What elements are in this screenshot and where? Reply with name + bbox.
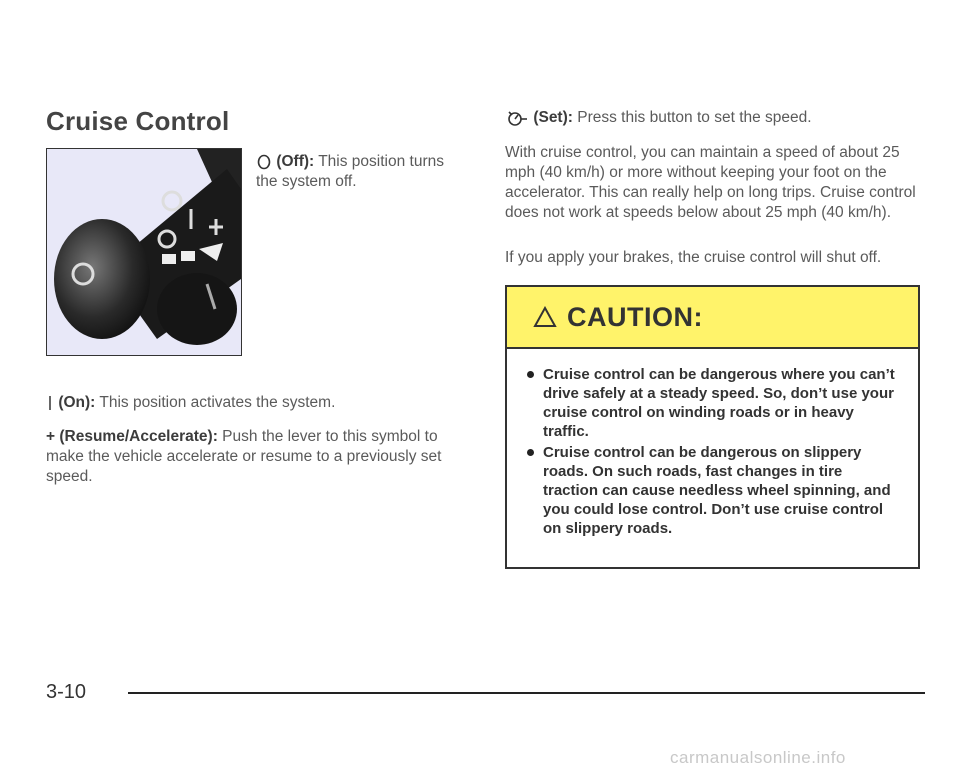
- footer-divider: [128, 692, 925, 694]
- set-description: [505, 108, 925, 128]
- caution-header: [507, 287, 918, 349]
- off-circle-icon: [256, 154, 272, 170]
- list-item: Cruise control can be dangerous where you can’t drive safely at a steady speed. So, don’t use your cruise control on winding roads or in heavy traffic.: [543, 365, 900, 441]
- off-label: (Off):: [276, 153, 315, 170]
- caution-box: [505, 285, 920, 569]
- caution-list: [507, 349, 918, 538]
- list-item: Cruise control can be dangerous on slippery roads. On such roads, fast changes in tire traction can cause needless wheel spinning, and you could lose control. Don’t use cruise control on slippery roads.: [543, 443, 900, 538]
- warning-triangle-icon: [533, 306, 557, 328]
- caution-heading: CAUTION:: [567, 301, 703, 332]
- resume-description: [46, 427, 466, 487]
- page-number: 3-10: [46, 681, 87, 703]
- section-title: Cruise Control: [46, 106, 230, 136]
- resume-text: Push the lever to this symbol to make the vehicle accelerate or resume to a previously set speed.: [46, 428, 442, 485]
- set-text: Press this button to set the speed.: [572, 109, 812, 126]
- on-label: (On):: [58, 394, 96, 411]
- off-text: This position turns the system off.: [256, 153, 444, 190]
- on-description: [46, 393, 466, 413]
- on-bar-icon: [46, 395, 54, 411]
- cruise-set-icon: [505, 109, 529, 127]
- brake-paragraph: If you apply your brakes, the cruise control will shut off.: [505, 249, 882, 266]
- set-label: (Set):: [533, 109, 573, 126]
- off-description: [256, 152, 456, 192]
- watermark: carmanualsonline.info: [670, 748, 846, 767]
- cruise-lever-photo: [46, 148, 242, 356]
- on-text: This position activates the system.: [95, 394, 336, 411]
- resume-label: + (Resume/Accelerate):: [46, 428, 218, 445]
- cruise-paragraph: With cruise control, you can maintain a speed of about 25 mph (40 km/h) or more without keeping your foot on the accelerator. This can really help on long trips. Cruise control does not work at speeds below about 25 mph (40 km/h).: [505, 144, 916, 221]
